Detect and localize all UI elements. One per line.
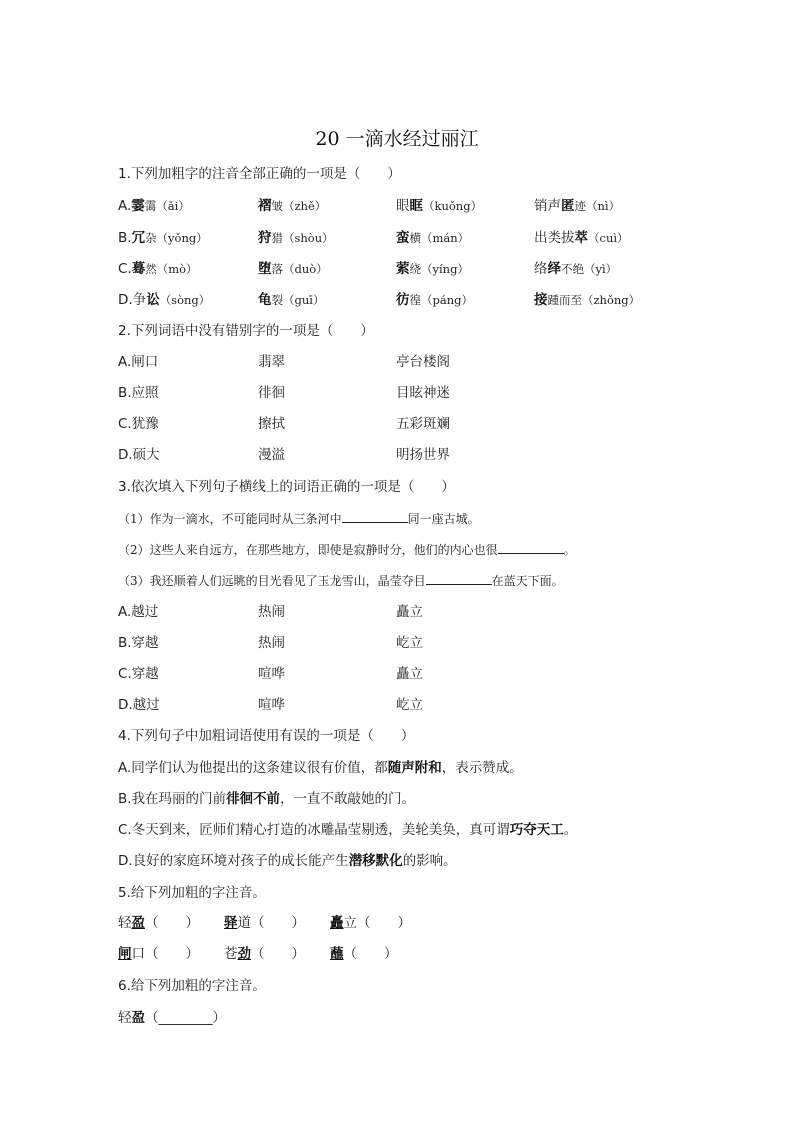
q1-option-b-1: B.冗杂（yǒng） xyxy=(118,230,208,246)
q1-option-b-3: 蛮横（mán） xyxy=(396,230,470,246)
q1-option-b-2: 狩猎（shòu） xyxy=(258,230,334,246)
q3-option-d-1: D.越过 xyxy=(118,697,160,713)
q1-option-d-1: D.争讼（sòng） xyxy=(118,292,211,308)
q3-option-a-2: 热闹 xyxy=(258,604,285,620)
q5-item-2: 驿道（ ） xyxy=(224,915,305,931)
q1-option-c-4: 络绎不绝（yì） xyxy=(534,261,618,277)
q5-stem: 5.给下列加粗的字注音。 xyxy=(118,885,266,901)
q4-option-a: A.同学们认为他提出的这条建议很有价值，都随声附和，表示赞成。 xyxy=(118,760,523,776)
q4-option-d: D.良好的家庭环境对孩子的成长能产生潜移默化的影响。 xyxy=(118,853,457,869)
q2-option-b-3: 目眩神迷 xyxy=(396,385,450,401)
q2-stem: 2.下列词语中没有错别字的一项是（ ） xyxy=(118,323,374,339)
q2-option-c-1: C.犹豫 xyxy=(118,416,159,432)
q1-option-a-3: 眼眶（kuǒng） xyxy=(396,198,483,214)
q4-stem: 4.下列句子中加粗词语使用有误的一项是（ ） xyxy=(118,728,415,744)
fill-blank[interactable] xyxy=(342,510,408,523)
fill-blank[interactable] xyxy=(498,541,564,554)
q1-option-d-3: 彷徨（páng） xyxy=(396,292,473,308)
q4-option-b: B.我在玛丽的门前徘徊不前，一直不敢敲她的门。 xyxy=(118,791,416,807)
fill-blank[interactable] xyxy=(426,572,492,585)
q1-option-b-4: 出类拔萃（cuì） xyxy=(534,230,629,246)
q2-option-d-3: 明扬世界 xyxy=(396,447,450,463)
q2-option-a-2: 翡翠 xyxy=(258,354,285,370)
answer-blank[interactable]: ________ xyxy=(158,1010,213,1026)
q2-option-c-2: 擦拭 xyxy=(258,416,285,432)
q2-option-d-2: 漫溢 xyxy=(258,447,285,463)
q5-item-1: 轻盈（ ） xyxy=(118,915,199,931)
q3-sentence-2: （2）这些人来自远方，在那些地方，即使是寂静时分，他们的内心也很 。 xyxy=(118,543,576,557)
q3-stem: 3.依次填入下列句子横线上的词语正确的一项是（ ） xyxy=(118,479,455,495)
q1-option-c-1: C.蓦然（mò） xyxy=(118,261,198,277)
q3-option-a-3: 矗立 xyxy=(396,604,423,620)
q1-option-c-2: 堕落（duò） xyxy=(258,261,328,277)
q3-option-c-2: 喧哗 xyxy=(258,666,285,682)
q3-option-c-3: 矗立 xyxy=(396,666,423,682)
q5-item-3: 矗立（ ） xyxy=(330,915,411,931)
q2-option-a-1: A.闸口 xyxy=(118,354,159,370)
q6-item: 轻盈（________） xyxy=(118,1010,226,1026)
q3-option-d-3: 屹立 xyxy=(396,697,423,713)
q1-option-c-3: 萦绕（yíng） xyxy=(396,261,469,277)
q1-option-d-4: 接踵而至（zhǒng） xyxy=(534,292,641,308)
q1-option-a-4: 销声匿迹（nì） xyxy=(534,198,621,214)
q1-option-a-2: 褶皱（zhě） xyxy=(258,198,327,214)
q3-option-a-1: A.越过 xyxy=(118,604,159,620)
q2-option-b-2: 徘徊 xyxy=(258,385,285,401)
page-title: 20 一滴水经过丽江 xyxy=(315,128,479,150)
q2-option-d-1: D.硕大 xyxy=(118,447,160,463)
q1-option-d-2: 龟裂（guī） xyxy=(258,292,325,308)
q3-option-b-2: 热闹 xyxy=(258,635,285,651)
q3-option-c-1: C.穿越 xyxy=(118,666,159,682)
q5-item-6: 蘸（ ） xyxy=(330,946,398,962)
q3-sentence-3: （3）我还顺着人们远眺的目光看见了玉龙雪山，晶莹夺目 在蓝天下面。 xyxy=(118,574,564,588)
q4-option-c: C.冬天到来，匠师们精心打造的冰雕晶莹剔透，美轮美奂，真可谓巧夺天工。 xyxy=(118,822,578,838)
q2-option-a-3: 亭台楼阁 xyxy=(396,354,450,370)
q3-option-b-3: 屹立 xyxy=(396,635,423,651)
q1-stem: 1.下列加粗字的注音全部正确的一项是（ ） xyxy=(118,166,401,182)
q1-option-a-1: A.霎霭（ǎi） xyxy=(118,198,190,214)
q2-option-b-1: B.应照 xyxy=(118,385,159,401)
q5-item-5: 苍劲（ ） xyxy=(224,946,305,962)
q3-sentence-1: （1）作为一滴水，不可能同时从三条河中 同一座古城。 xyxy=(118,512,480,526)
q2-option-c-3: 五彩斑斓 xyxy=(396,416,450,432)
q5-item-4: 闸口（ ） xyxy=(118,946,199,962)
q6-stem: 6.给下列加粗的字注音。 xyxy=(118,978,266,994)
q3-option-d-2: 喧哗 xyxy=(258,697,285,713)
q3-option-b-1: B.穿越 xyxy=(118,635,159,651)
